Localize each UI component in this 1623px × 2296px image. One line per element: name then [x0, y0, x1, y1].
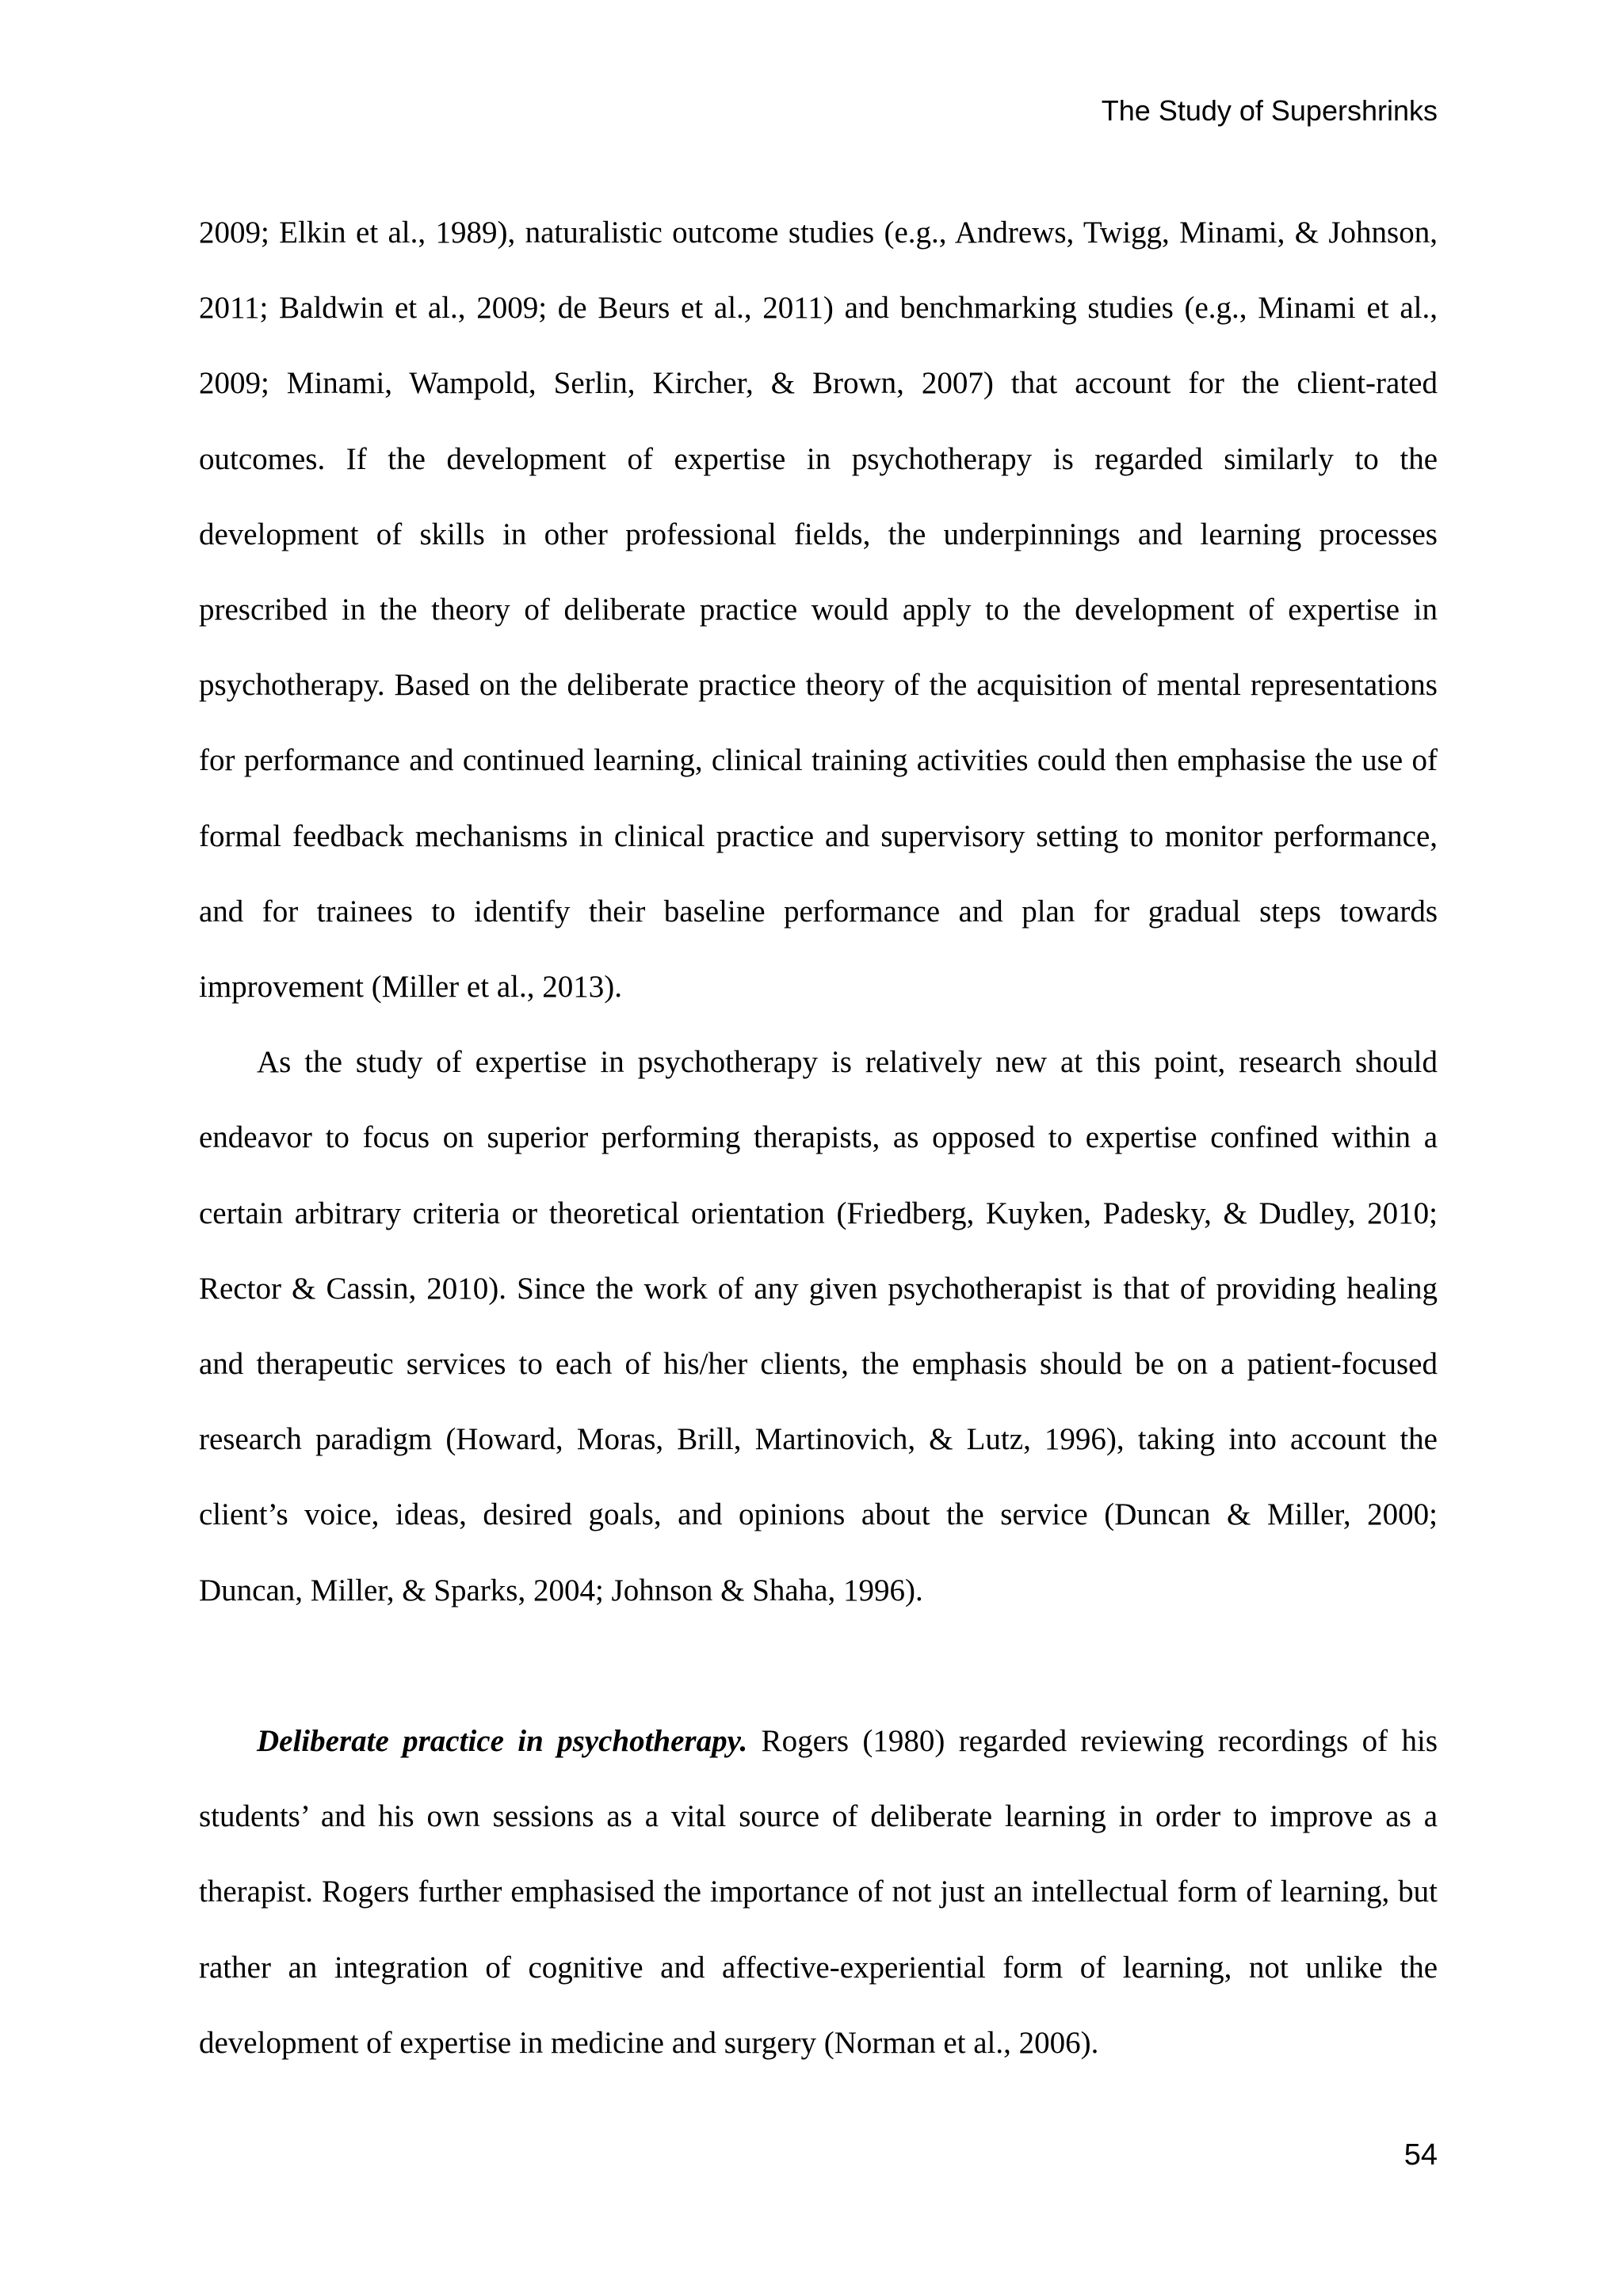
page-body: [199, 195, 1438, 2081]
paragraph-continued: 2009; Elkin et al., 1989), naturalistic outcome studies (e.g., Andrews, Twigg, Minami, & Johnson, 2011; Baldwin et al., 2009; de Beurs et al., 2011) and benchmarking studies (e.g., Minami et al., 2009; Minami, Wampold, Serlin, Kircher, & Brown, 2007) that account for the client-rated outcomes. If the development of expertise in psychotherapy is regarded similarly to the development of skills in other professional fields, the underpinnings and learning processes prescribed in the theory of deliberate practice would apply to the development of expertise in psychotherapy. Based on the deliberate practice theory of the acquisition of mental representations for performance and continued learning, clinical training activities could then emphasise the use of formal feedback mechanisms in clinical practice and supervisory setting to monitor performance, and for trainees to identify their baseline performance and plan for gradual steps towards improvement (Miller et al., 2013).: [199, 215, 1438, 1005]
section-heading: Deliberate practice in psychotherapy.: [257, 1724, 748, 1759]
paragraph-deliberate-practice: [199, 1703, 1438, 2081]
paragraph-expertise-research: As the study of expertise in psychotherapy is relatively new at this point, research should endeavor to focus on superior performing therapists, as opposed to expertise confined within a certain arbitrary criteria or theoretical orientation (Friedberg, Kuyken, Padesky, & Dudley, 2010; Rector & Cassin, 2010). Since the work of any given psychotherapist is that of providing healing and therapeutic services to each of his/her clients, the emphasis should be on a patient-focused research paradigm (Howard, Moras, Brill, Martinovich, & Lutz, 1996), taking into account the client’s voice, ideas, desired goals, and opinions about the service (Duncan & Miller, 2000; Duncan, Miller, & Sparks, 2004; Johnson & Shaha, 1996).: [199, 1045, 1438, 1608]
page-number: 54: [1403, 2138, 1438, 2172]
section-heading-body: Rogers (1980) regarded reviewing recordings of his students’ and his own sessions as a vital source of deliberate learning in order to improve as a therapist. Rogers further emphasised the importance of not just an intellectual form of learning, but rather an integration of cognitive and affective-experiential form of learning, not unlike the development of expertise in medicine and surgery (Norman et al., 2006).: [199, 1724, 1438, 2060]
running-head: The Study of Supershrinks: [1101, 94, 1438, 127]
